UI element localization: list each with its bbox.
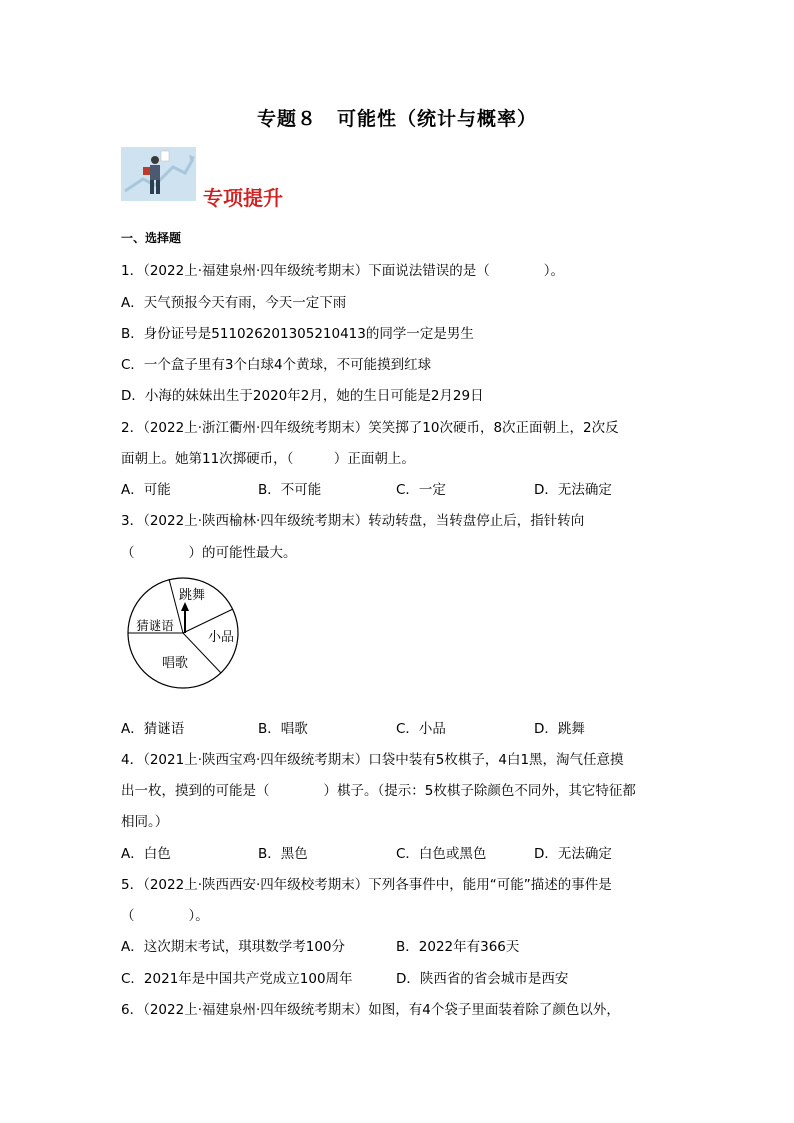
question-3-option-b: B．唱歌 [258,721,308,737]
question-1-option-b: B．身份证号是511026201305210413的同学一定是男生 [121,326,474,342]
question-4-option-a: A．白色 [121,846,171,862]
question-3-option-a: A．猜谜语 [121,721,185,737]
question-6-stem-line-1: 6．（2022上·福建泉州·四年级统考期末）如图，有4个袋子里面装着除了颜色以外， [121,1002,620,1018]
question-4-option-c: C．白色或黑色 [396,846,487,862]
question-4-option-b: B．黑色 [258,846,308,862]
question-2-option-b: B．不可能 [258,482,322,498]
question-4-stem-line-3: 相同。） [121,814,169,830]
spinner-diagram [125,575,241,691]
question-3-option-c: C．小品 [396,721,446,737]
question-5-option-c: C．2021年是中国共产党成立100周年 [121,971,353,987]
banner-illustration [121,147,196,201]
question-2-option-d: D．无法确定 [534,482,612,498]
spinner-label-sing: 唱歌 [161,656,189,671]
question-5-stem-line-2: （ ）。 [121,908,209,924]
question-4-stem-line-2: 出一枚，摸到的可能是（ ）棋子。（提示：5枚棋子除颜色不同外，其它特征都 [121,783,636,799]
question-1-stem: 1．（2022上·福建泉州·四年级统考期末）下面说法错误的是（ ）。 [121,263,565,279]
section-heading: 一、选择题 [121,231,182,245]
question-3-stem-line-2: （ ）的可能性最大。 [121,545,297,561]
question-1-option-d: D．小海的妹妹出生于2020年2月，她的生日可能是2月29日 [121,388,484,404]
question-2-option-c: C．一定 [396,482,446,498]
question-2-stem-line-1: 2．（2022上·浙江衢州·四年级统考期末）笑笑掷了10次硬币，8次正面朝上，2次反 [121,420,619,436]
person-with-arrow-icon [121,147,196,201]
banner-heading: 专项提升 [203,186,283,210]
question-5-option-b: B．2022年有366天 [396,939,520,955]
question-5-option-d: D．陕西省的省会城市是西安 [396,971,569,987]
question-1-option-c: C．一个盒子里有3个白球4个黄球，不可能摸到红球 [121,357,432,373]
question-4-stem-line-1: 4．（2021上·陕西宝鸡·四年级统考期末）口袋中装有5枚棋子，4白1黑，淘气任意摸 [121,752,624,768]
question-1-option-a: A．天气预报今天有雨，今天一定下雨 [121,295,347,311]
question-5-option-a: A．这次期末考试，琪琪数学考100分 [121,939,346,955]
question-4-option-d: D．无法确定 [534,846,612,862]
question-2-stem-line-2: 面朝上。她第11次掷硬币，（ ）正面朝上。 [121,451,415,467]
question-3-option-d: D．跳舞 [534,721,585,737]
spinner-label-dance: 跳舞 [178,588,206,603]
question-3-stem-line-1: 3．（2022上·陕西榆林·四年级统考期末）转动转盘，当转盘停止后，指针转向 [121,513,585,529]
page-title: 专题８ 可能性（统计与概率） [256,108,537,130]
spinner-label-skit: 小品 [207,630,235,645]
spinner-label-riddle: 猜谜语 [136,618,174,633]
question-2-option-a: A．可能 [121,482,171,498]
question-5-stem-line-1: 5．（2022上·陕西西安·四年级校考期末）下列各事件中，能用“可能”描述的事件是 [121,877,612,893]
